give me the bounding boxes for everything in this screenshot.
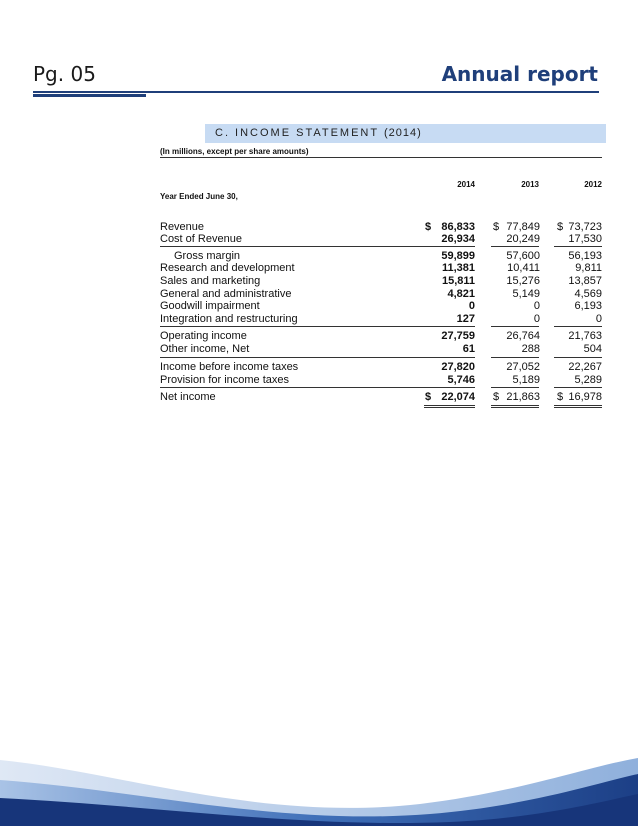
subtotal-rule [554, 246, 602, 247]
row-label: Operating income [160, 330, 247, 342]
row-label: Research and development [160, 262, 295, 274]
value-2013: 288 [521, 343, 540, 355]
row-label: Provision for income taxes [160, 374, 289, 386]
year-label: Year Ended June 30, [160, 192, 238, 201]
report-title: Annual report [441, 62, 598, 86]
section-title [215, 127, 422, 139]
value-2013: 5,149 [512, 288, 540, 300]
subtotal-rule [160, 246, 475, 247]
value-2014: 15,811 [441, 275, 475, 287]
units-rule [160, 157, 602, 158]
column-header-2012: 2012 [584, 180, 602, 189]
total-double-rule [424, 405, 475, 408]
value-2012: 9,811 [575, 262, 602, 274]
subtotal-rule [160, 357, 475, 358]
value-2013: 57,600 [506, 250, 540, 262]
table-row [160, 262, 602, 275]
value-2012: 22,267 [568, 361, 602, 373]
subtotal-rule [491, 326, 539, 327]
table-row [160, 374, 602, 387]
value-2013: 0 [533, 313, 540, 325]
value-2014: 27,820 [441, 361, 475, 373]
value-2014: 11,381 [441, 262, 475, 274]
header-rule [33, 91, 599, 93]
value-2014: 5,746 [447, 374, 475, 386]
value-2012: 6,193 [574, 300, 602, 312]
subtotal-rule [491, 246, 539, 247]
table-row [160, 391, 602, 404]
subtotal-rule [160, 387, 475, 388]
row-label: Revenue [160, 221, 205, 233]
footer-wave-decoration [0, 736, 638, 826]
value-2012: 4,569 [574, 288, 602, 300]
value-2013: 10,411 [507, 262, 540, 274]
currency-symbol: $ [425, 221, 432, 233]
currency-symbol: $ [557, 221, 564, 233]
value-2012: 56,193 [568, 250, 602, 262]
value-2013: 21,863 [506, 391, 540, 403]
value-2012: 21,763 [568, 330, 602, 342]
table-row [160, 275, 602, 288]
subtotal-rule [160, 326, 475, 327]
value-2013: 27,052 [506, 361, 540, 373]
value-2014: 22,074 [441, 391, 475, 403]
row-label: Cost of Revenue [160, 233, 242, 245]
section-title-text: C. INCOME STATEMENT [215, 127, 379, 139]
value-2012: 504 [583, 343, 602, 355]
units-note: (In millions, except per share amounts) [160, 147, 309, 156]
row-label: Net income [160, 391, 216, 403]
value-2013: 26,764 [506, 330, 540, 342]
value-2014: 127 [456, 313, 475, 325]
total-double-rule [491, 405, 539, 408]
row-label: Other income, Net [160, 343, 250, 355]
value-2014: 0 [468, 300, 475, 312]
value-2012: 17,530 [568, 233, 602, 245]
currency-symbol: $ [493, 221, 500, 233]
subtotal-rule [554, 326, 602, 327]
currency-symbol: $ [493, 391, 500, 403]
currency-symbol: $ [557, 391, 564, 403]
row-label: Integration and restructuring [160, 313, 298, 325]
subtotal-rule [554, 387, 602, 388]
value-2014: 26,934 [441, 233, 475, 245]
table-row [160, 233, 602, 246]
value-2014: 4,821 [447, 288, 475, 300]
table-row [160, 343, 602, 356]
row-label: Gross margin [174, 250, 241, 262]
table-row [160, 361, 602, 374]
total-double-rule [554, 405, 602, 408]
column-header-2014: 2014 [457, 180, 475, 189]
subtotal-rule [554, 357, 602, 358]
value-2012: 13,857 [568, 275, 602, 287]
value-2013: 5,189 [512, 374, 540, 386]
value-2014: 59,899 [441, 250, 475, 262]
row-label: Sales and marketing [160, 275, 261, 287]
value-2013: 15,276 [506, 275, 540, 287]
value-2013: 77,849 [506, 221, 540, 233]
table-row [160, 300, 602, 313]
section-title-year: (2014) [383, 127, 422, 139]
value-2014: 61 [462, 343, 475, 355]
row-label: Income before income taxes [160, 361, 299, 373]
column-header-2013: 2013 [521, 180, 539, 189]
row-label: Goodwill impairment [160, 300, 260, 312]
value-2013: 0 [533, 300, 540, 312]
subtotal-rule [491, 357, 539, 358]
value-2014: 27,759 [441, 330, 475, 342]
row-label: General and administrative [160, 288, 292, 300]
subtotal-rule [491, 387, 539, 388]
table-row [160, 330, 602, 343]
value-2012: 5,289 [574, 374, 602, 386]
value-2013: 20,249 [506, 233, 540, 245]
currency-symbol: $ [425, 391, 432, 403]
value-2012: 73,723 [568, 221, 602, 233]
value-2012: 0 [595, 313, 602, 325]
value-2012: 16,978 [568, 391, 602, 403]
table-row [160, 313, 602, 326]
value-2014: 86,833 [441, 221, 475, 233]
header-rule-accent [33, 94, 146, 97]
page-number: Pg. 05 [33, 62, 96, 86]
